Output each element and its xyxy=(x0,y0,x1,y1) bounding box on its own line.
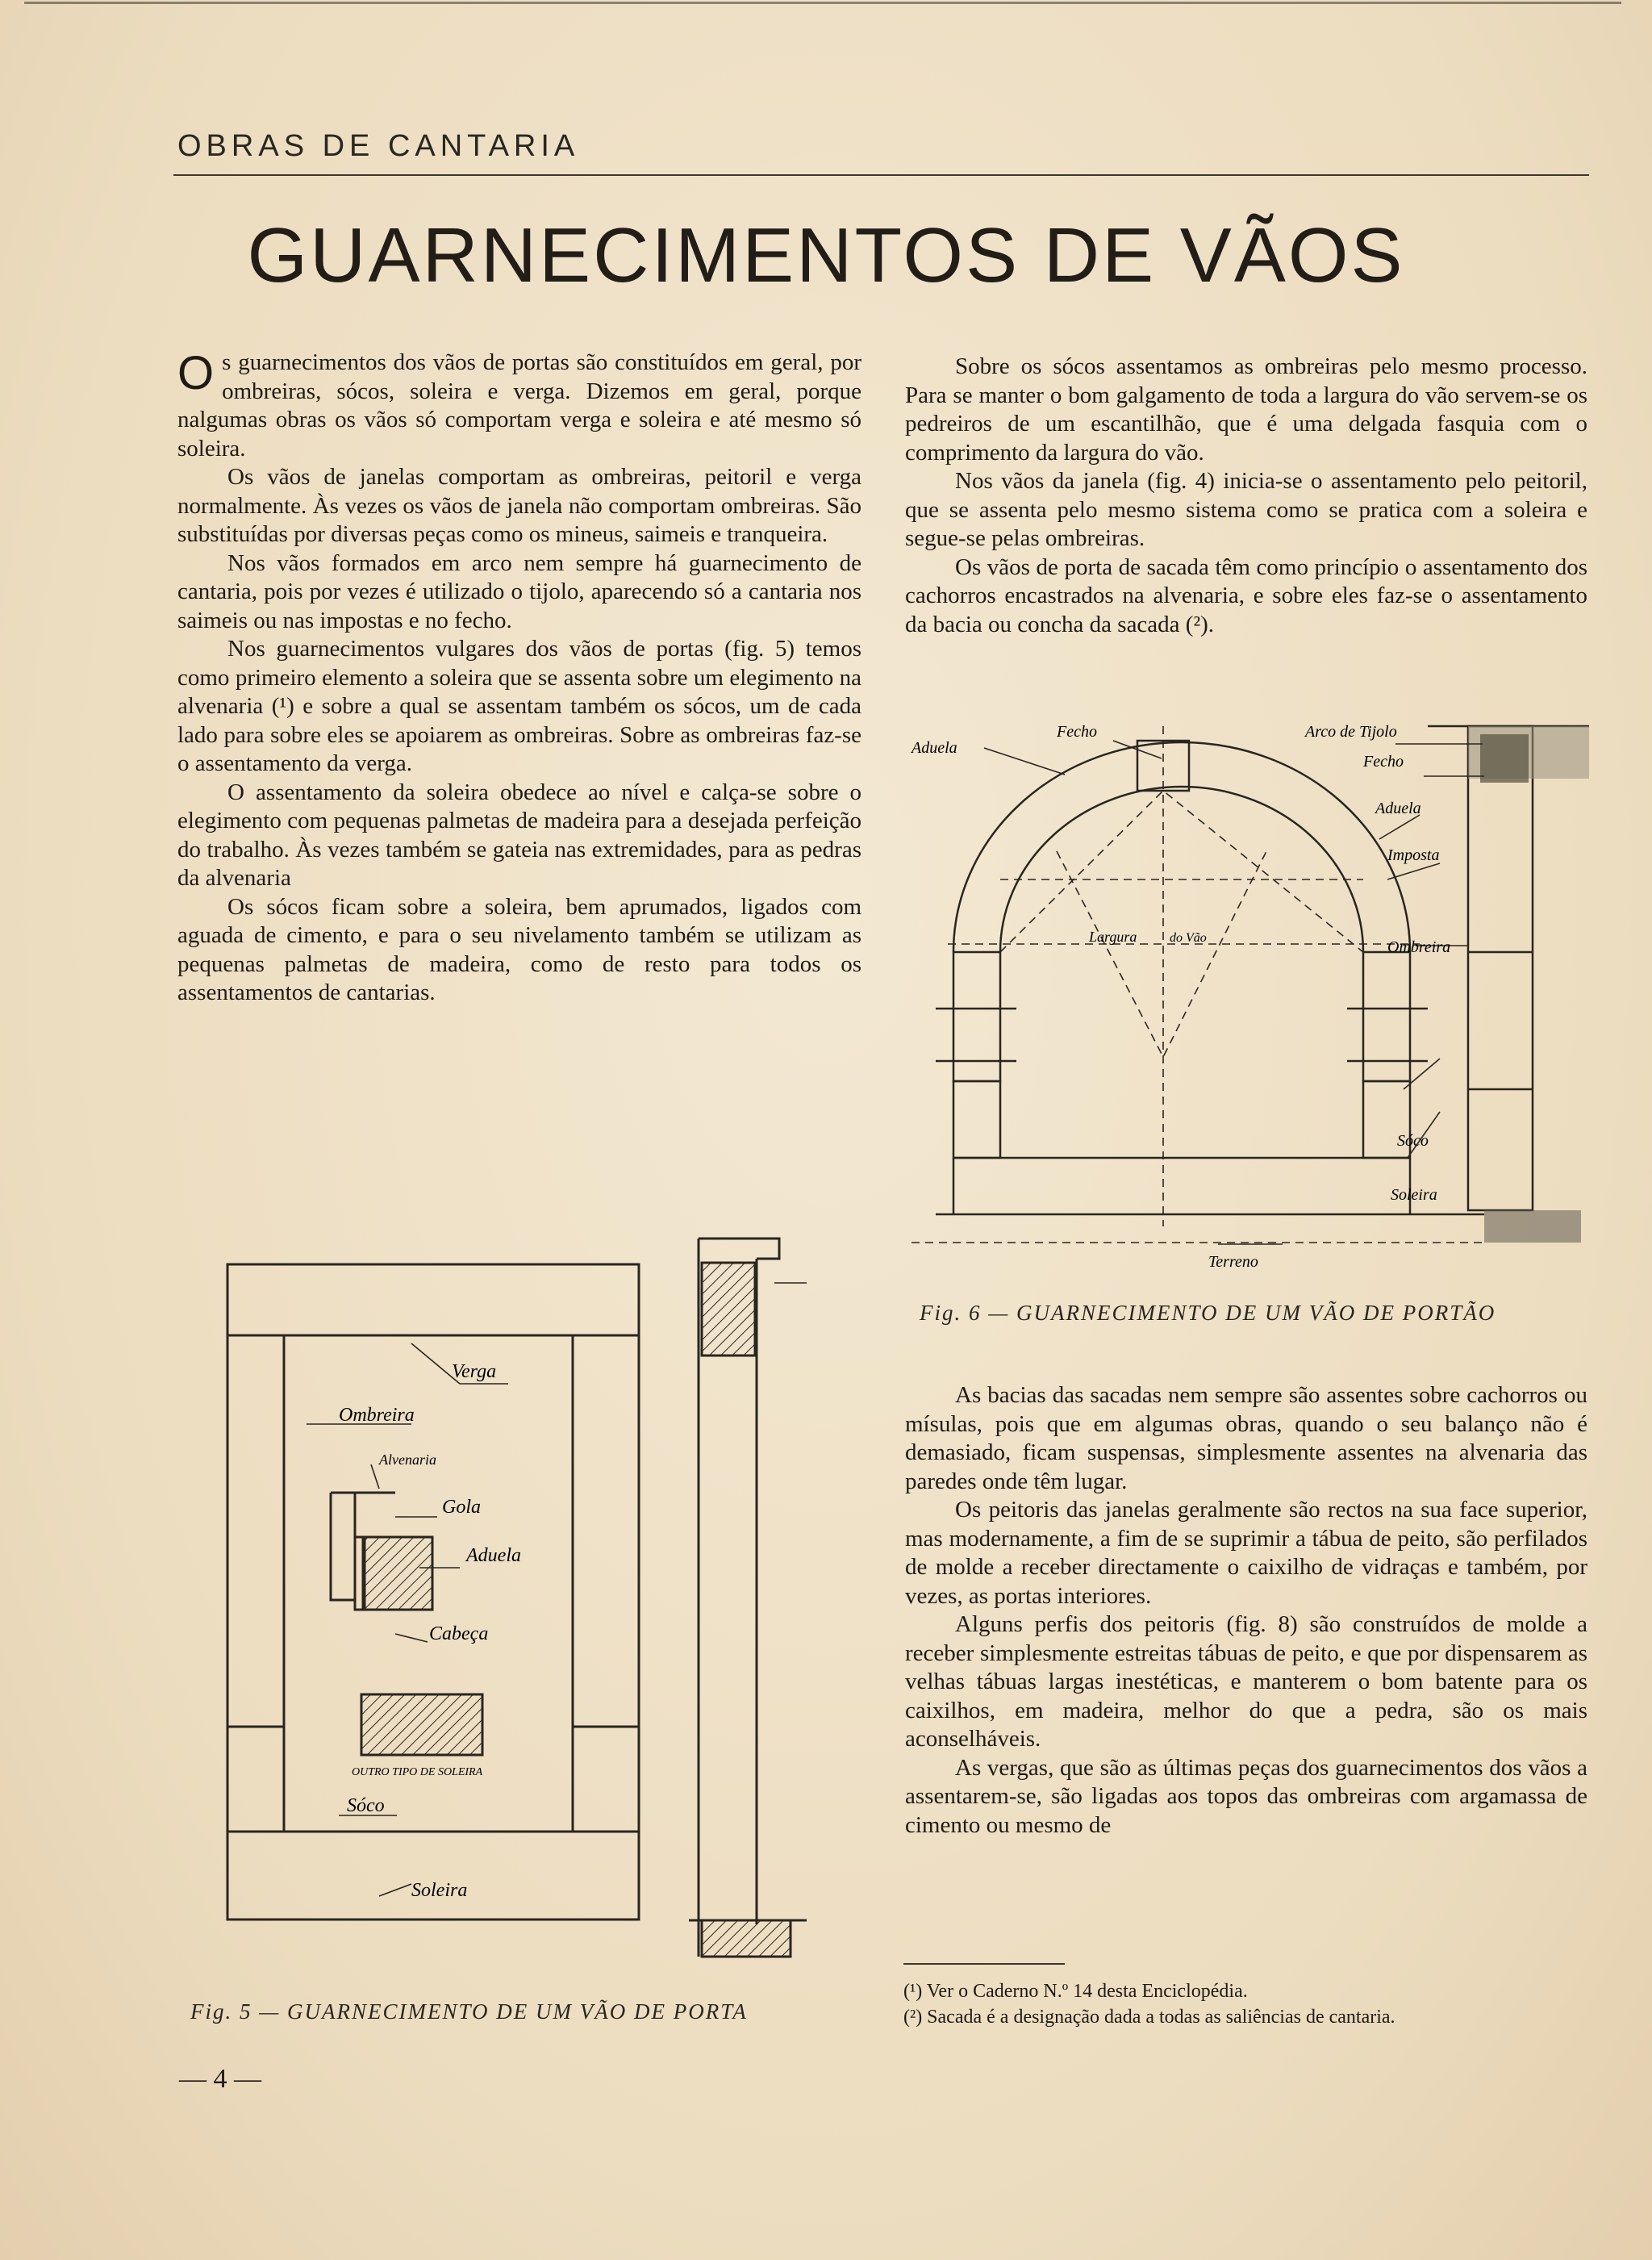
fig6-label-terreno: Terreno xyxy=(1208,1253,1258,1271)
fig6-label-imposta: Imposta xyxy=(1387,846,1440,864)
page-top-edge xyxy=(24,2,1621,4)
fig6-label-largura: Largura xyxy=(1089,929,1137,945)
right-column-top xyxy=(905,353,1587,639)
fig6-label-arco-tijolo: Arco de Tijolo xyxy=(1305,723,1397,741)
paragraph: As vergas, que são as últimas peças dos guarnecimentos dos vãos a assentarem-se, são ligadas aos topos das ombreiras com argamassa de cimento ou mesmo de xyxy=(905,1754,1587,1838)
left-column xyxy=(177,349,861,1008)
page-number: — 4 — xyxy=(179,2064,261,2094)
paragraph: Nos vãos da janela (fig. 4) inicia-se o assentamento pelo peitoril, que se assenta pelo mesmo sistema como se pratica com a soleira e segue-se pelas ombreiras. xyxy=(905,468,1587,551)
fig6-label-aduela-left: Aduela xyxy=(912,739,957,757)
fig6-drawing xyxy=(903,710,1597,1291)
footnote: (¹) Ver o Caderno N.º 14 desta Enciclopédia. xyxy=(903,1981,1248,2002)
paragraph: As bacias das sacadas nem sempre são assentes sobre cachorros ou mísulas, pois que em algumas obras, quando o seu balanço não é demasiado, ficam suspensas, simplesmente assentes na alvenaria das paredes onde têm lugar. xyxy=(905,1382,1587,1494)
right-column-bottom xyxy=(905,1381,1587,1840)
fig5-label-gola: Gola xyxy=(442,1497,481,1518)
fig6-label-soco: Sóco xyxy=(1397,1132,1429,1150)
section-header: OBRAS DE CANTARIA xyxy=(177,129,580,163)
fig6-label-aduela-right: Aduela xyxy=(1375,800,1421,817)
fig5-label-verga: Verga xyxy=(452,1361,497,1382)
fig5-label-cabeca: Cabeça xyxy=(429,1623,489,1644)
paragraph: Alguns perfis dos peitoris (fig. 8) são construídos de molde a receber simplesmente estreitas tábuas de peito, e que por dispensarem as velhas tábuas largas inestéticas, e manterem o bom batente para os caixilhos, em madeira, melhor do que a pedra, são os mais aconselháveis. xyxy=(905,1611,1587,1752)
fig5-label-ombreira: Ombreira xyxy=(339,1405,415,1426)
fig6-caption: Fig. 6 — GUARNECIMENTO DE UM VÃO DE PORTÃO xyxy=(920,1301,1496,1325)
fig5-label-soleira: Soleira xyxy=(411,1880,468,1901)
fig6-label-do-vao: do Vão xyxy=(1170,931,1207,945)
paragraph: Os sócos ficam sobre a soleira, bem aprumados, ligados com aguada de cimento, e para o seu nivelamento também se utilizam as pequenas palmetas de madeira, como de resto para todos os assentamentos de cantarias. xyxy=(177,893,861,1005)
fig6-label-soleira: Soleira xyxy=(1391,1186,1437,1204)
fig5-caption: Fig. 5 — GUARNECIMENTO DE UM VÃO DE PORTA xyxy=(190,1999,748,2024)
paragraph: O assentamento da soleira obedece ao nível e calça-se sobre o elegimento com pequenas palmetas de madeira para a desejada perfeição do trabalho. Às vezes também se gateia nas extremidades, para as pedras da alvenaria xyxy=(177,779,861,891)
fig5-drawing xyxy=(218,1230,831,1973)
fig5-label-aduela: Aduela xyxy=(466,1545,521,1566)
fig5-label-alvenaria: Alvenaria xyxy=(379,1452,436,1468)
paragraph: Os vãos de porta de sacada têm como princípio o assentamento dos cachorros encastrados na alvenaria, e sobre eles faz-se o assentamento da bacia ou concha da sacada (²). xyxy=(905,554,1587,637)
fig6-label-fecho-top: Fecho xyxy=(1057,723,1097,741)
fig5-label-outro-tipo: OUTRO TIPO DE SOLEIRA xyxy=(352,1766,483,1778)
paragraph: Nos guarnecimentos vulgares dos vãos de portas (fig. 5) temos como primeiro elemento a soleira que se assenta sobre um elegimento na alvenaria (¹) e sobre a qual se assentam também os sócos, um de cada lado para sobre eles se apoiarem as ombreiras. Sobre as ombreiras faz-se o assentamento da verga. xyxy=(177,636,861,776)
paragraph: Os vãos de janelas comportam as ombreiras, peitoril e verga normalmente. Às vezes os vãos de janela não comportam ombreiras. São substituídas por diversas peças como os mineus, saimeis e tranqueira. xyxy=(177,464,861,547)
paragraph: Os guarnecimentos dos vãos de portas são constituídos em geral, por ombreiras, sócos, soleira e verga. Dizemos em geral, porque nalgumas obras os vãos só comportam verga e soleira e até mesmo só soleira. xyxy=(177,347,861,462)
fig6-label-ombreira: Ombreira xyxy=(1387,938,1451,956)
footnote-rule xyxy=(903,1963,1065,1965)
paragraph: Os peitoris das janelas geralmente são rectos na sua face superior, mas modernamente, a fim de se suprimir a tábua de peito, são perfilados de molde a receber directamente o caixilho de vidraças e também, por vezes, as portas interiores. xyxy=(905,1497,1587,1609)
page-title: GUARNECIMENTOS DE VÃOS xyxy=(247,212,1405,299)
footnotes xyxy=(903,1978,1589,2030)
drop-cap: O xyxy=(177,347,215,399)
paragraph: Nos vãos formados em arco nem sempre há guarnecimento de cantaria, pois por vezes é utilizado o tijolo, aparecendo só a cantaria nos saimeis ou nas impostas e no fecho. xyxy=(177,549,861,633)
fig6-label-fecho-right: Fecho xyxy=(1363,753,1404,771)
header-rule xyxy=(173,174,1589,176)
footnote: (²) Sacada é a designação dada a todas as saliências de cantaria. xyxy=(903,2007,1395,2028)
paragraph: Sobre os sócos assentamos as ombreiras pelo mesmo processo. Para se manter o bom galgamento de toda a largura do vão servem-se os pedreiros de um escantilhão, que é uma delgada fasquia com o comprimento da largura do vão. xyxy=(905,353,1587,466)
fig5-label-soco: Sóco xyxy=(347,1795,385,1816)
